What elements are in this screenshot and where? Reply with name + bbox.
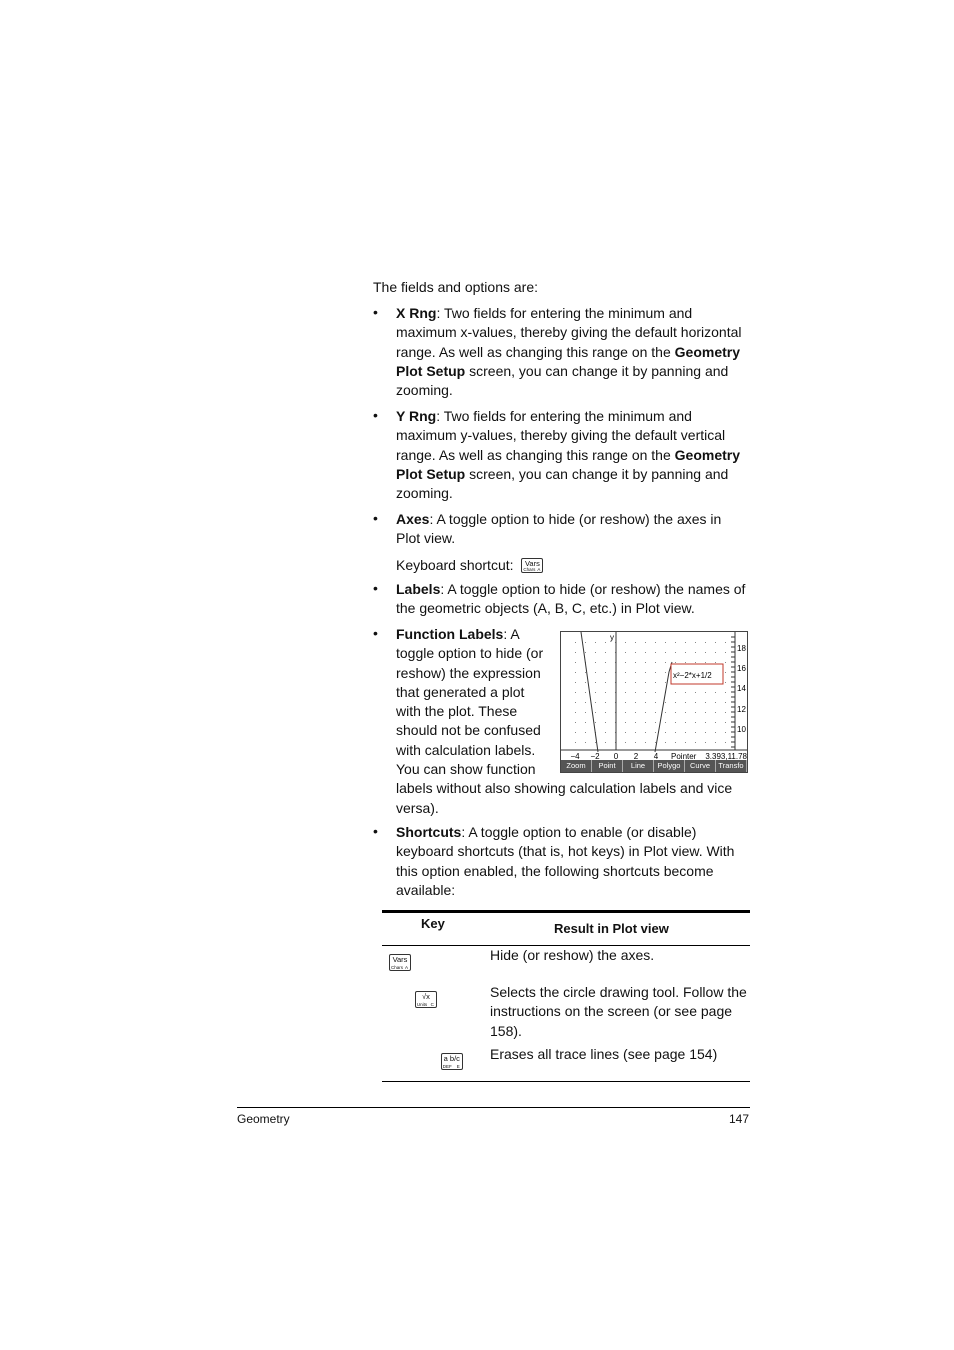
grid-dot [635, 712, 636, 713]
grid-dot [675, 702, 676, 703]
text: with the plot. These [396, 703, 518, 720]
grid-dot [575, 652, 576, 653]
grid-dot [645, 652, 646, 653]
grid-dot [585, 742, 586, 743]
term: Function Labels [396, 626, 504, 642]
menu-polygon: Polygo [654, 760, 685, 772]
expression-label: x²−2*x+1/2 [673, 671, 712, 680]
y-tick-label: 16 [737, 664, 746, 673]
grid-dot [575, 682, 576, 683]
vars-key-icon [389, 954, 411, 971]
grid-dot [695, 652, 696, 653]
text: Selects the circle drawing tool. Follow the [490, 984, 747, 1000]
grid-dot [595, 652, 596, 653]
grid-dot [705, 732, 706, 733]
text: maximum y-values, thereby giving the default vertical [396, 427, 726, 444]
grid-dot [645, 692, 646, 693]
grid-dot [665, 702, 666, 703]
grid-dot [715, 712, 716, 713]
y-tick-label: 10 [737, 725, 746, 734]
grid-dot [665, 712, 666, 713]
grid-dot [705, 712, 706, 713]
shortcuts-item [396, 823, 752, 900]
grid-dot [605, 682, 606, 683]
grid-dot [695, 742, 696, 743]
grid-dot [585, 682, 586, 683]
term: X Rng [396, 305, 437, 321]
grid-dot [665, 732, 666, 733]
grid-dot [655, 712, 656, 713]
y-axis-label: y [610, 633, 614, 642]
axes-item [396, 510, 752, 575]
grid-dot [725, 742, 726, 743]
grid-dot [575, 712, 576, 713]
key-sublabel: Chars [391, 964, 404, 970]
grid-dot [585, 722, 586, 723]
grid-dot [675, 712, 676, 713]
grid-dot [675, 722, 676, 723]
term: Plot Setup [396, 465, 466, 482]
grid-dot [695, 702, 696, 703]
grid-dot [695, 732, 696, 733]
grid-dot [695, 692, 696, 693]
grid-dot [655, 652, 656, 653]
grid-dot [685, 742, 686, 743]
text: screen, you can change it by panning and [465, 362, 729, 379]
grid-dot [655, 742, 656, 743]
grid-dot [725, 642, 726, 643]
text: : Two fields for entering the minimum and [436, 305, 693, 321]
grid-dot [605, 672, 606, 673]
x-tick-label: 4 [653, 752, 659, 760]
grid-dot [695, 662, 696, 663]
grid-dot [725, 682, 726, 683]
grid-dot [665, 642, 666, 643]
term: Plot Setup [396, 362, 466, 379]
grid-dot [575, 692, 576, 693]
xrng-item [396, 304, 752, 400]
grid-dot [635, 702, 636, 703]
grid-dot [715, 652, 716, 653]
grid-dot [725, 672, 726, 673]
grid-dot [705, 642, 706, 643]
grid-dot [705, 652, 706, 653]
bullet: • [373, 823, 378, 839]
key-alpha: A [537, 567, 541, 573]
bullet: • [373, 625, 378, 641]
grid-dot [625, 732, 626, 733]
grid-dot [725, 702, 726, 703]
grid-dot [585, 642, 586, 643]
table-top-rule [382, 910, 750, 913]
grid-dot [675, 652, 676, 653]
text: zooming. [396, 485, 453, 502]
grid-dot [655, 662, 656, 663]
grid-dot [665, 652, 666, 653]
grid-dot [585, 732, 586, 733]
grid-dot [575, 722, 576, 723]
grid-dot [595, 682, 596, 683]
grid-dot [675, 692, 676, 693]
grid-dot [635, 722, 636, 723]
pointer-label: Pointer [671, 752, 697, 760]
text: toggle option to hide (or [396, 645, 544, 662]
grid-dot [705, 692, 706, 693]
grid-dot [645, 732, 646, 733]
table-header-key: Key [421, 916, 445, 931]
grid-dot [715, 702, 716, 703]
grid-dot [635, 742, 636, 743]
grid-dot [705, 662, 706, 663]
text: : A toggle option to hide (or reshow) the names of [440, 581, 746, 597]
footer-section: Geometry [237, 1112, 290, 1126]
grid-dot [725, 722, 726, 723]
grid-dot [715, 722, 716, 723]
grid-dot [595, 642, 596, 643]
table-header-result: Result in Plot view [554, 921, 669, 936]
menu-curve: Curve [685, 760, 716, 772]
text: should not be confused [396, 722, 541, 739]
text: instructions on the screen (or see page [490, 1003, 733, 1020]
term: Labels [396, 581, 441, 597]
grid-dot [605, 702, 606, 703]
grid-dot [585, 652, 586, 653]
footer-rule [237, 1107, 750, 1108]
grid-dot [595, 722, 596, 723]
bullet: • [373, 510, 378, 526]
grid-dot [645, 742, 646, 743]
text: Keyboard shortcut: [396, 556, 514, 573]
bullet: • [373, 580, 378, 596]
grid-dot [625, 712, 626, 713]
pointer-coords: 3.393,11.78 [705, 752, 747, 760]
text: : A [503, 626, 520, 642]
grid-dot [605, 662, 606, 663]
grid-dot [605, 742, 606, 743]
text: maximum x-values, thereby giving the default horizontal [396, 324, 742, 341]
grid-dot [655, 672, 656, 673]
key-alpha: C [430, 1001, 434, 1007]
term: Geometry [674, 343, 740, 360]
grid-dot [655, 732, 656, 733]
grid-dot [665, 682, 666, 683]
intro-text: The fields and options are: [373, 279, 538, 295]
curve-right-branch [655, 662, 672, 752]
grid-dot [665, 672, 666, 673]
text: available: [396, 881, 456, 898]
grid-dot [725, 662, 726, 663]
text: that generated a plot [396, 683, 525, 700]
y-tick-label: 12 [737, 705, 746, 714]
term: Shortcuts [396, 824, 462, 840]
grid-dot [675, 662, 676, 663]
calculator-screenshot [560, 631, 748, 773]
grid-dot [725, 652, 726, 653]
vars-key-icon [521, 558, 543, 573]
grid-dot [585, 712, 586, 713]
grid-dot [575, 672, 576, 673]
grid-dot [635, 692, 636, 693]
grid-dot [725, 692, 726, 693]
grid-dot [645, 722, 646, 723]
text: range. As well as changing this range on the [396, 446, 675, 463]
menu-line: Line [623, 760, 654, 772]
grid-dot [575, 742, 576, 743]
grid-dot [625, 722, 626, 723]
x-tick-label: −2 [590, 752, 600, 760]
grid-dot [645, 662, 646, 663]
grid-dot [665, 722, 666, 723]
grid-dot [655, 692, 656, 693]
grid-dot [625, 702, 626, 703]
grid-dot [625, 662, 626, 663]
grid-dot [625, 682, 626, 683]
bullet: • [373, 407, 378, 423]
grid-dots [575, 642, 726, 743]
grid-dot [675, 742, 676, 743]
grid-dot [685, 712, 686, 713]
grid-dot [625, 672, 626, 673]
menu-transform: Transfo [716, 760, 747, 772]
text: : Two fields for entering the minimum and [436, 408, 692, 424]
grid-dot [645, 672, 646, 673]
grid-dot [705, 742, 706, 743]
grid-dot [715, 642, 716, 643]
grid-dot [685, 642, 686, 643]
grid-dot [715, 692, 716, 693]
grid-dot [575, 702, 576, 703]
grid-dot [675, 732, 676, 733]
grid-dot [635, 642, 636, 643]
grid-dot [635, 682, 636, 683]
key-label: Vars [392, 954, 408, 964]
grid-dot [725, 732, 726, 733]
grid-dot [625, 652, 626, 653]
grid-dot [715, 662, 716, 663]
key-label: Vars [524, 559, 540, 569]
grid-dot [645, 712, 646, 713]
key-alpha: A [404, 964, 408, 970]
plot-area [561, 632, 747, 760]
sqrt-key-icon [415, 991, 437, 1008]
bullet: • [373, 304, 378, 320]
grid-dot [595, 692, 596, 693]
grid-dot [585, 672, 586, 673]
grid-dot [595, 662, 596, 663]
grid-dot [635, 672, 636, 673]
text: labels without also showing calculation labels and vice [396, 780, 733, 797]
key-sublabel: DEF [442, 1063, 452, 1069]
grid-dot [695, 642, 696, 643]
x-tick-label: −4 [570, 752, 580, 760]
table-bottom-rule [382, 1081, 750, 1082]
grid-dot [705, 722, 706, 723]
term: Axes [396, 511, 430, 527]
grid-dot [645, 682, 646, 683]
term: Y Rng [396, 408, 437, 424]
grid-dot [665, 662, 666, 663]
grid-dot [605, 712, 606, 713]
grid-dot [625, 742, 626, 743]
grid-dot [595, 742, 596, 743]
grid-dot [655, 722, 656, 723]
key-label: √x [421, 991, 430, 1001]
grid-dot [665, 742, 666, 743]
grid-dot [575, 732, 576, 733]
grid-dot [585, 692, 586, 693]
x-tick-label: 2 [633, 752, 639, 760]
grid-dot [685, 732, 686, 733]
grid-dot [635, 652, 636, 653]
grid-dot [685, 662, 686, 663]
grid-dot [695, 722, 696, 723]
text: the geometric objects (A, B, C, etc.) in Plot view. [396, 600, 695, 617]
grid-dot [695, 712, 696, 713]
grid-dot [605, 642, 606, 643]
menu-zoom: Zoom [561, 760, 592, 772]
grid-dot [605, 732, 606, 733]
text: 158). [490, 1022, 522, 1039]
grid-dot [685, 722, 686, 723]
grid-dot [645, 702, 646, 703]
grid-dot [635, 662, 636, 663]
table-row-result [490, 983, 752, 1041]
text: versa). [396, 799, 439, 816]
grid-dot [595, 712, 596, 713]
grid-dot [575, 662, 576, 663]
grid-dot [715, 732, 716, 733]
y-tick-label: 18 [737, 644, 746, 653]
grid-dot [585, 702, 586, 703]
grid-dot [675, 642, 676, 643]
grid-dot [605, 722, 606, 723]
grid-dot [655, 682, 656, 683]
table-row-result: Erases all trace lines (see page 154) [490, 1046, 718, 1062]
grid-dot [625, 692, 626, 693]
grid-dot [575, 642, 576, 643]
yrng-item [396, 407, 752, 503]
grid-dot [605, 652, 606, 653]
fraction-key-icon [441, 1053, 463, 1070]
key-sublabel: Chars [523, 567, 536, 573]
grid-dot [685, 652, 686, 653]
grid-dot [715, 742, 716, 743]
text: with calculation labels. [396, 741, 536, 758]
text: keyboard shortcuts (that is, hot keys) in Plot view. With [396, 843, 735, 860]
text: range. As well as changing this range on the [396, 343, 675, 360]
grid-dot [655, 702, 656, 703]
grid-dot [685, 702, 686, 703]
text: Plot view. [396, 530, 456, 547]
text: zooming. [396, 382, 453, 399]
right-ticks [731, 637, 735, 747]
grid-dot [635, 732, 636, 733]
text: : A toggle option to hide (or reshow) the axes in [429, 511, 722, 527]
text: You can show function [396, 761, 536, 778]
term: Geometry [674, 446, 740, 463]
key-sublabel: Units [416, 1001, 428, 1007]
x-tick-label: 0 [613, 752, 619, 760]
grid-dot [685, 692, 686, 693]
page-number: 147 [728, 1112, 749, 1126]
text: screen, you can change it by panning and [465, 465, 729, 482]
text: : A toggle option to enable (or disable) [461, 824, 697, 840]
grid-dot [725, 712, 726, 713]
grid-dot [655, 642, 656, 643]
grid-dot [605, 692, 606, 693]
grid-dot [705, 702, 706, 703]
table-row-result: Hide (or reshow) the axes. [490, 947, 655, 963]
text: reshow) the expression [396, 664, 541, 681]
text: this option enabled, the following shortcuts become [396, 862, 714, 879]
grid-dot [595, 702, 596, 703]
grid-dot [595, 672, 596, 673]
grid-dot [645, 642, 646, 643]
menu-point: Point [592, 760, 623, 772]
key-label: a b/c [443, 1053, 460, 1063]
y-tick-label: 14 [737, 684, 746, 693]
grid-dot [625, 642, 626, 643]
calculator-menubar [561, 760, 747, 772]
labels-item [396, 580, 752, 619]
key-alpha: E [456, 1063, 460, 1069]
